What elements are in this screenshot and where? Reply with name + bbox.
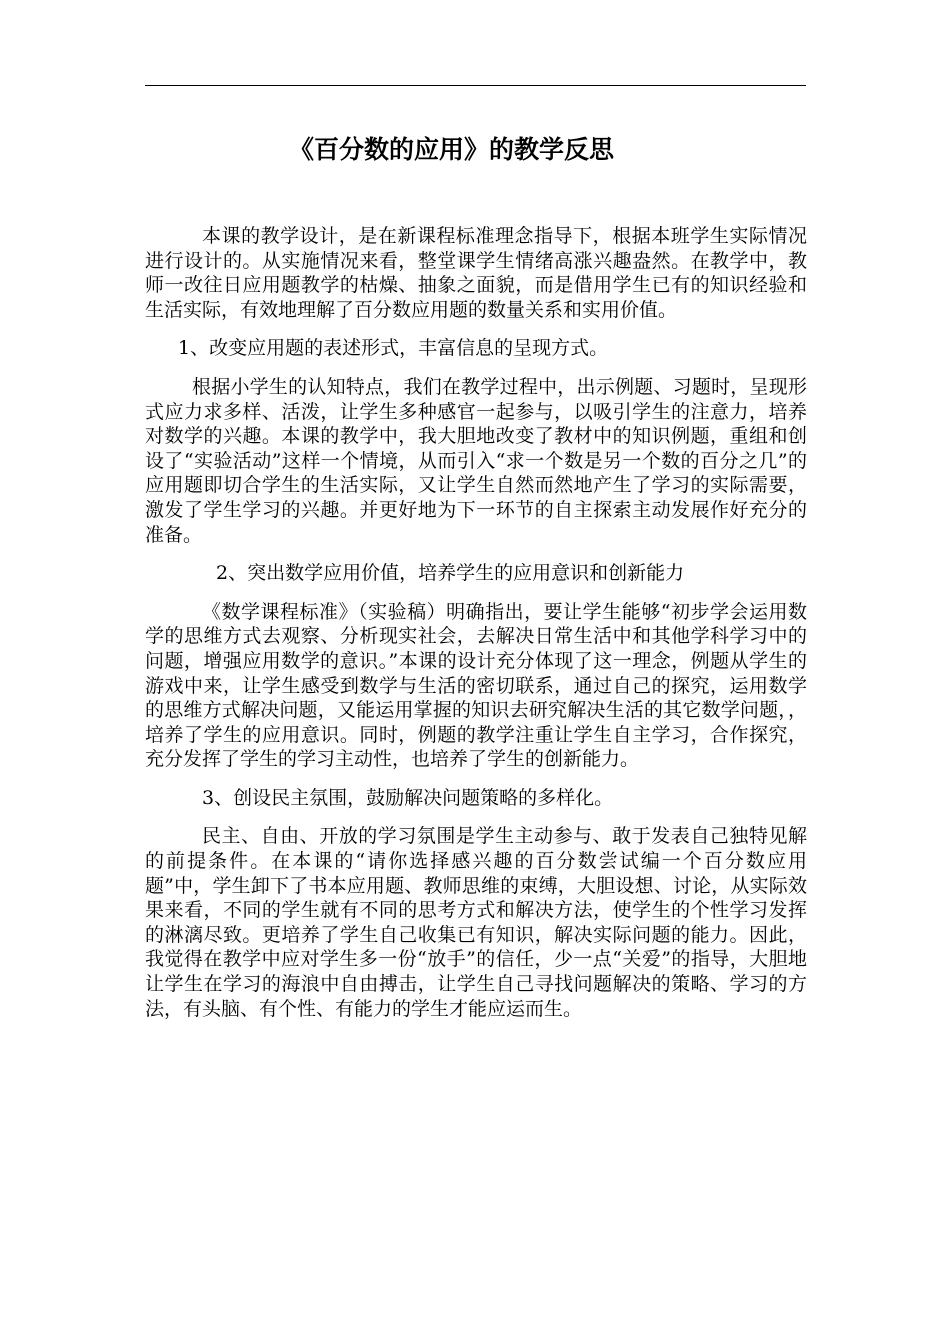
page-title: 《百分数的应用》的教学反思 — [288, 135, 614, 164]
section-heading-3: 3、创设民主氛围，鼓励解决问题策略的多样化。 — [202, 786, 614, 809]
section-paragraph-2: 《数学课程标准》（实验稿）明确指出，要让学生能够“初步学会运用数学的思维方式去观察、分析现实社会，去解决日常生活中和其他学科学习中的问题，增强应用数学的意识。”本课的设计充分体现了这一理念，例题从学生的游戏中来，让学生感受到数学与生活的密切联系，通过自己的探究，运用数学的思维方式解决问题，又能运用掌握的知识去研究解决生活的其它数学问题，，培养了学生的应用意识。同时，例题的教学注重让学生自主学习，合作探究，充分发挥了学生的学习主动性，也培养了学生的创新能力。 — [145, 600, 807, 771]
section-paragraph-1: 根据小学生的认知特点，我们在教学过程中，出示例题、习题时，呈现形式应力求多样、活泼，让学生多种感官一起参与，以吸引学生的注意力，培养对数学的兴趣。本课的教学中，我大胆地改变了教材中的知识例题，重组和创设了“实验活动”这样一个情境，从而引入“求一个数是另一个数的百分之几”的应用题即切合学生的生活实际，又让学生自然而然地产生了学习的实际需要，激发了学生学习的兴趣。并更好地为下一环节的自主探索主动发展作好充分的准备。 — [145, 375, 807, 546]
document-body — [145, 224, 807, 1021]
intro-paragraph: 本课的教学设计，是在新课程标准理念指导下，根据本班学生实际情况进行设计的。从实施情况来看，整堂课学生情绪高涨兴趣盎然。在教学中，教师一改往日应用题教学的枯燥、抽象之面貌，而是借用学生已有的知识经验和生活实际，有效地理解了百分数应用题的数量关系和实用价值。 — [145, 225, 807, 321]
section-paragraph-3: 民主、自由、开放的学习氛围是学生主动参与、敢于发表自己独特见解的前提条件。在本课的“请你选择感兴趣的百分数尝试编一个百分数应用题”中，学生卸下了书本应用题、教师思维的束缚，大胆设想、讨论，从实际效果来看，不同的学生就有不同的思考方式和解决方法，使学生的个性学习发挥的淋漓尽致。更培养了学生自己收集已有知识，解决实际问题的能力。因此，我觉得在教学中应对学生多一份“放手”的信任，少一点“关爱”的指导，大胆地让学生在学习的海浪中自由搏击，让学生自己寻找问题解决的策略、学习的方法，有头脑、有个性、有能力的学生才能应运而生。 — [145, 825, 807, 1020]
section-heading-2: 2、突出数学应用价值，培养学生的应用意识和创新能力 — [216, 562, 685, 585]
section-heading-1: 1、改变应用题的表述形式，丰富信息的呈现方式。 — [178, 337, 609, 360]
header-rule — [145, 85, 806, 86]
